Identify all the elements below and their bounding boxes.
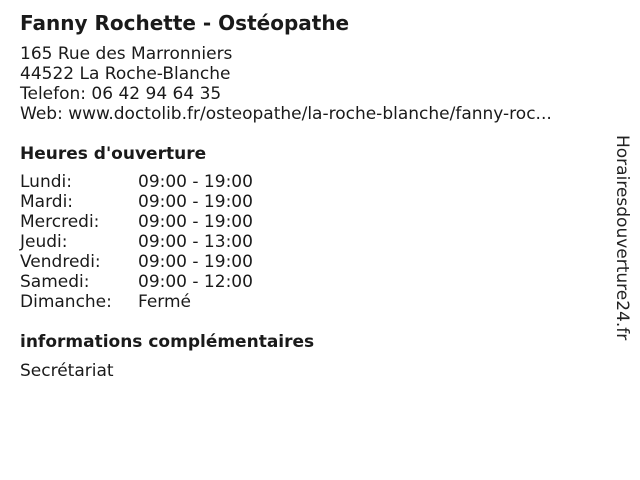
day-label: Vendredi: <box>20 252 101 272</box>
hours-row-thursday <box>20 232 600 252</box>
hours-row-wednesday <box>20 212 600 232</box>
time-value: 09:00 - 19:00 <box>138 192 253 212</box>
time-value: Fermé <box>138 292 192 312</box>
phone-number: Telefon: 06 42 94 64 35 <box>20 84 222 104</box>
hours-row-tuesday <box>20 192 600 212</box>
day-label: Dimanche: <box>20 292 112 312</box>
opening-hours-table <box>20 172 600 312</box>
hours-heading: Heures d'ouverture <box>20 144 207 164</box>
hours-row-monday <box>20 172 600 192</box>
time-value: 09:00 - 19:00 <box>138 172 253 192</box>
business-card <box>20 10 600 381</box>
address-city: 44522 La Roche-Blanche <box>20 64 231 84</box>
time-value: 09:00 - 12:00 <box>138 272 253 292</box>
time-value: 09:00 - 19:00 <box>138 252 253 272</box>
hours-row-saturday <box>20 272 600 292</box>
hours-row-sunday <box>20 292 600 312</box>
day-label: Lundi: <box>20 172 72 192</box>
business-name: Fanny Rochette - Ostéopathe <box>20 11 350 35</box>
day-label: Samedi: <box>20 272 90 292</box>
day-label: Mercredi: <box>20 212 100 232</box>
day-label: Jeudi: <box>20 232 68 252</box>
additional-info-text: Secrétariat <box>20 361 114 381</box>
website-link[interactable]: Web: www.doctolib.fr/osteopathe/la-roche-blanche/fanny-roc... <box>20 104 552 124</box>
time-value: 09:00 - 19:00 <box>138 212 253 232</box>
additional-info-heading: informations complémentaires <box>20 332 315 352</box>
contact-block <box>20 44 600 124</box>
day-label: Mardi: <box>20 192 74 212</box>
site-watermark: Horairesdouverture24.fr <box>612 135 632 341</box>
time-value: 09:00 - 13:00 <box>138 232 253 252</box>
address-street: 165 Rue des Marronniers <box>20 44 233 64</box>
hours-row-friday <box>20 252 600 272</box>
